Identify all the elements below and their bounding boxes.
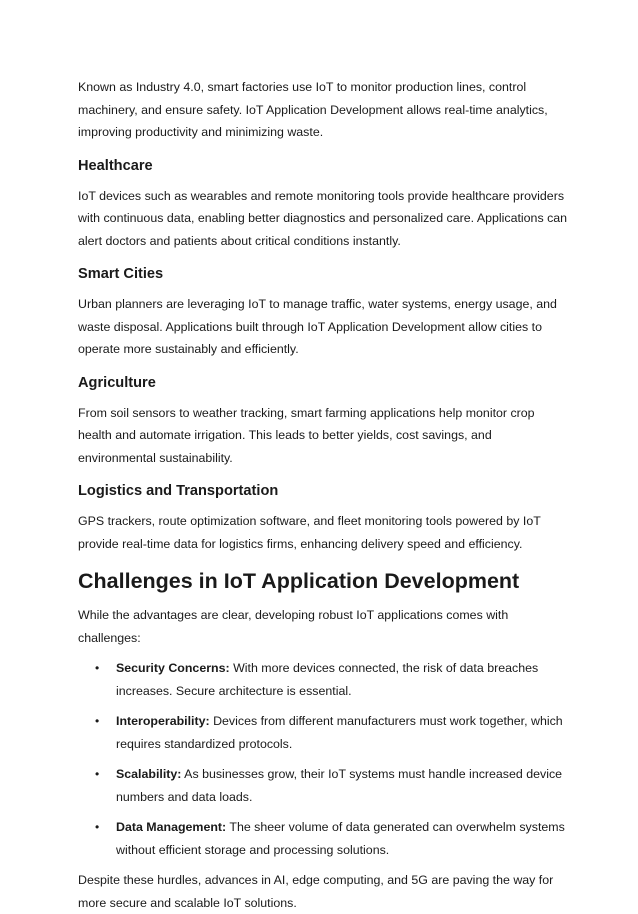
section-smart-cities	[78, 264, 570, 361]
challenge-term: Scalability:	[116, 767, 182, 781]
challenges-title: Challenges in IoT Application Development	[78, 569, 520, 593]
section-logistics	[78, 481, 570, 555]
section-heading: Logistics and Transportation	[78, 483, 279, 499]
challenge-term: Security Concerns:	[116, 661, 230, 675]
bullet-icon: •	[95, 714, 100, 728]
challenge-text: The sheer volume of data generated can overwhelm systems without efficient storage and processing solutions.	[116, 820, 565, 857]
section-heading: Smart Cities	[78, 266, 164, 282]
section-body: IoT devices such as wearables and remote monitoring tools provide healthcare providers with continuous data, enabling better diagnostics and personalized care. Applications can alert doctors and patients about critical conditions instantly.	[78, 188, 568, 248]
bullet-icon: •	[95, 820, 100, 834]
section-healthcare	[78, 156, 570, 253]
challenge-item	[95, 816, 570, 861]
section-agriculture	[78, 373, 570, 470]
challenge-text: As businesses grow, their IoT systems must handle increased device numbers and data loads.	[116, 767, 563, 804]
challenge-item	[95, 710, 570, 755]
challenge-term: Interoperability:	[116, 714, 210, 728]
challenge-item	[95, 763, 570, 808]
section-heading: Agriculture	[78, 374, 156, 391]
section-body: From soil sensors to weather tracking, smart farming applications help monitor crop health and automate irrigation. This leads to better yields, cost savings, and environmental sustainability.	[78, 405, 535, 465]
challenge-term: Data Management:	[116, 820, 227, 834]
challenges-intro: While the advantages are clear, developing robust IoT applications comes with challenges:	[78, 608, 509, 645]
section-body: Urban planners are leveraging IoT to manage traffic, water systems, energy usage, and waste disposal. Applications built through IoT Application Development allow cities to operate more sustainably and efficiently.	[78, 297, 557, 356]
intro-paragraph: Known as Industry 4.0, smart factories use IoT to monitor production lines, control machinery, and ensure safety. IoT Application Development allows real-time analytics, improving productivity and minimizing waste.	[78, 80, 548, 139]
conclusion-paragraph: Despite these hurdles, advances in AI, edge computing, and 5G are paving the way for more secure and scalable IoT solutions.	[78, 873, 554, 910]
challenge-item	[95, 657, 570, 702]
section-body: GPS trackers, route optimization software, and fleet monitoring tools powered by IoT provide real-time data for logistics firms, enhancing delivery speed and efficiency.	[78, 514, 541, 551]
bullet-icon: •	[95, 767, 100, 781]
challenge-text: With more devices connected, the risk of data breaches increases. Secure architecture is essential.	[116, 661, 539, 698]
challenge-text: Devices from different manufacturers must work together, which requires standardized protocols.	[116, 714, 563, 751]
challenges-list	[78, 657, 570, 861]
section-heading: Healthcare	[78, 157, 153, 174]
bullet-icon: •	[95, 661, 100, 675]
